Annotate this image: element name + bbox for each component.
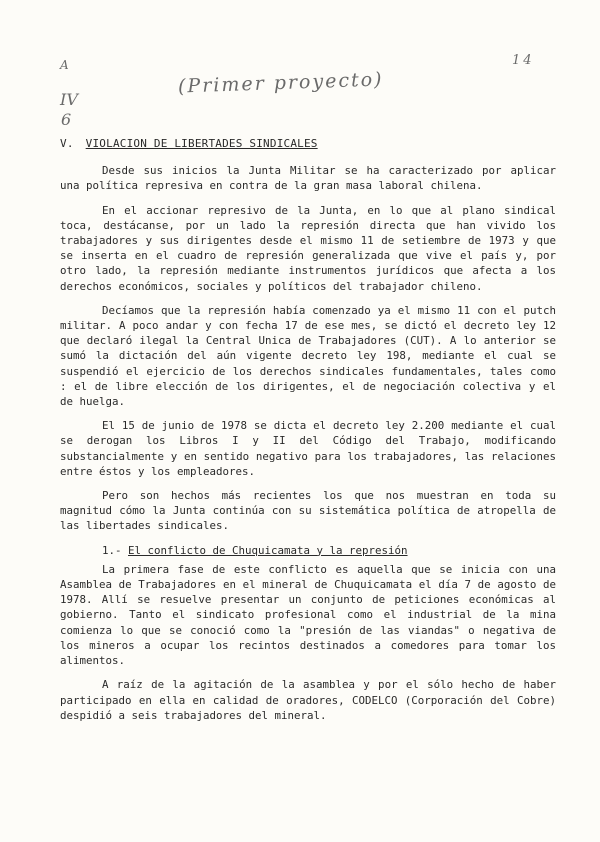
- paragraph-4: El 15 de junio de 1978 se dicta el decreto ley 2.200 mediante el cual se derogan los Libros I y II del Código del Trabajo, modificando substancialmente y en sentido negativo para los trabajadores, las relaciones entre éstos y los empleadores.: [60, 419, 556, 478]
- subsection-title: El conflicto de Chuquicamata y la represión: [128, 543, 408, 557]
- section-heading: [60, 136, 556, 151]
- document-body: [60, 136, 556, 732]
- paragraph-5: Pero son hechos más recientes los que nos muestran en toda su magnitud cómo la Junta continúa con su sistemática política de atropella de las libertades sindicales.: [60, 489, 556, 533]
- subsection-number: 1.-: [102, 543, 122, 557]
- section-title: VIOLACION DE LIBERTADES SINDICALES: [85, 137, 318, 150]
- margin-annotation-c: 6: [61, 110, 72, 129]
- section-number: V.: [60, 137, 74, 150]
- margin-annotation-b: IV: [60, 90, 78, 109]
- handwritten-draft-note: (Primer proyecto): [177, 68, 384, 98]
- subsection-heading: [60, 543, 556, 558]
- margin-annotation-a: A: [60, 58, 69, 72]
- paragraph-1: Desde sus inicios la Junta Militar se ha caracterizado por aplicar una política represiva en contra de la gran masa laboral chilena.: [60, 164, 556, 193]
- paragraph-3: Decíamos que la represión había comenzado ya el mismo 11 con el putch militar. A poco andar y con fecha 17 de ese mes, se dictó el decreto ley 12 que declaró ilegal la Central Unica de Trabajadores (CUT). A lo anterior se sumó la dictación del aún vigente decreto ley 198, mediante el cual se suspendió el ejercicio de los derechos sindicales fundamentales, tales como : el de libre elección de los dirigentes, el de negociación colectiva y el de huelga.: [60, 303, 556, 409]
- paragraph-6: La primera fase de este conflicto es aquella que se inicia con una Asamblea de Trabajadores en el mineral de Chuquicamata el día 7 de agosto de 1978. Allí se resuelve presentar un conjunto de peticiones económicas al gobierno. Tanto el sindicato profesional como el industrial de la mina comienza lo que se conoció como la "presión de las viandas" o negativa de los mineros a ocupar los recintos destinados a comedores para tomar los alimentos.: [60, 562, 556, 668]
- paragraph-2: En el accionar represivo de la Junta, en lo que al plano sindical toca, destácanse, por un lado la represión directa que han vivido los trabajadores y sus dirigentes desde el mismo 11 de setiembre de 1973 y que se inserta en el cuadro de represión generalizada que vive el país y, por otro lado, la represión mediante instrumentos jurídicos que afecta a los derechos económicos, sociales y políticos del trabajador chileno.: [60, 203, 556, 293]
- paragraph-7: A raíz de la agitación de la asamblea y por el sólo hecho de haber participado en ella en calidad de oradores, CODELCO (Corporación del Cobre) despidió a seis trabajadores del mineral.: [60, 678, 556, 722]
- handwritten-page-number: 14: [512, 53, 535, 68]
